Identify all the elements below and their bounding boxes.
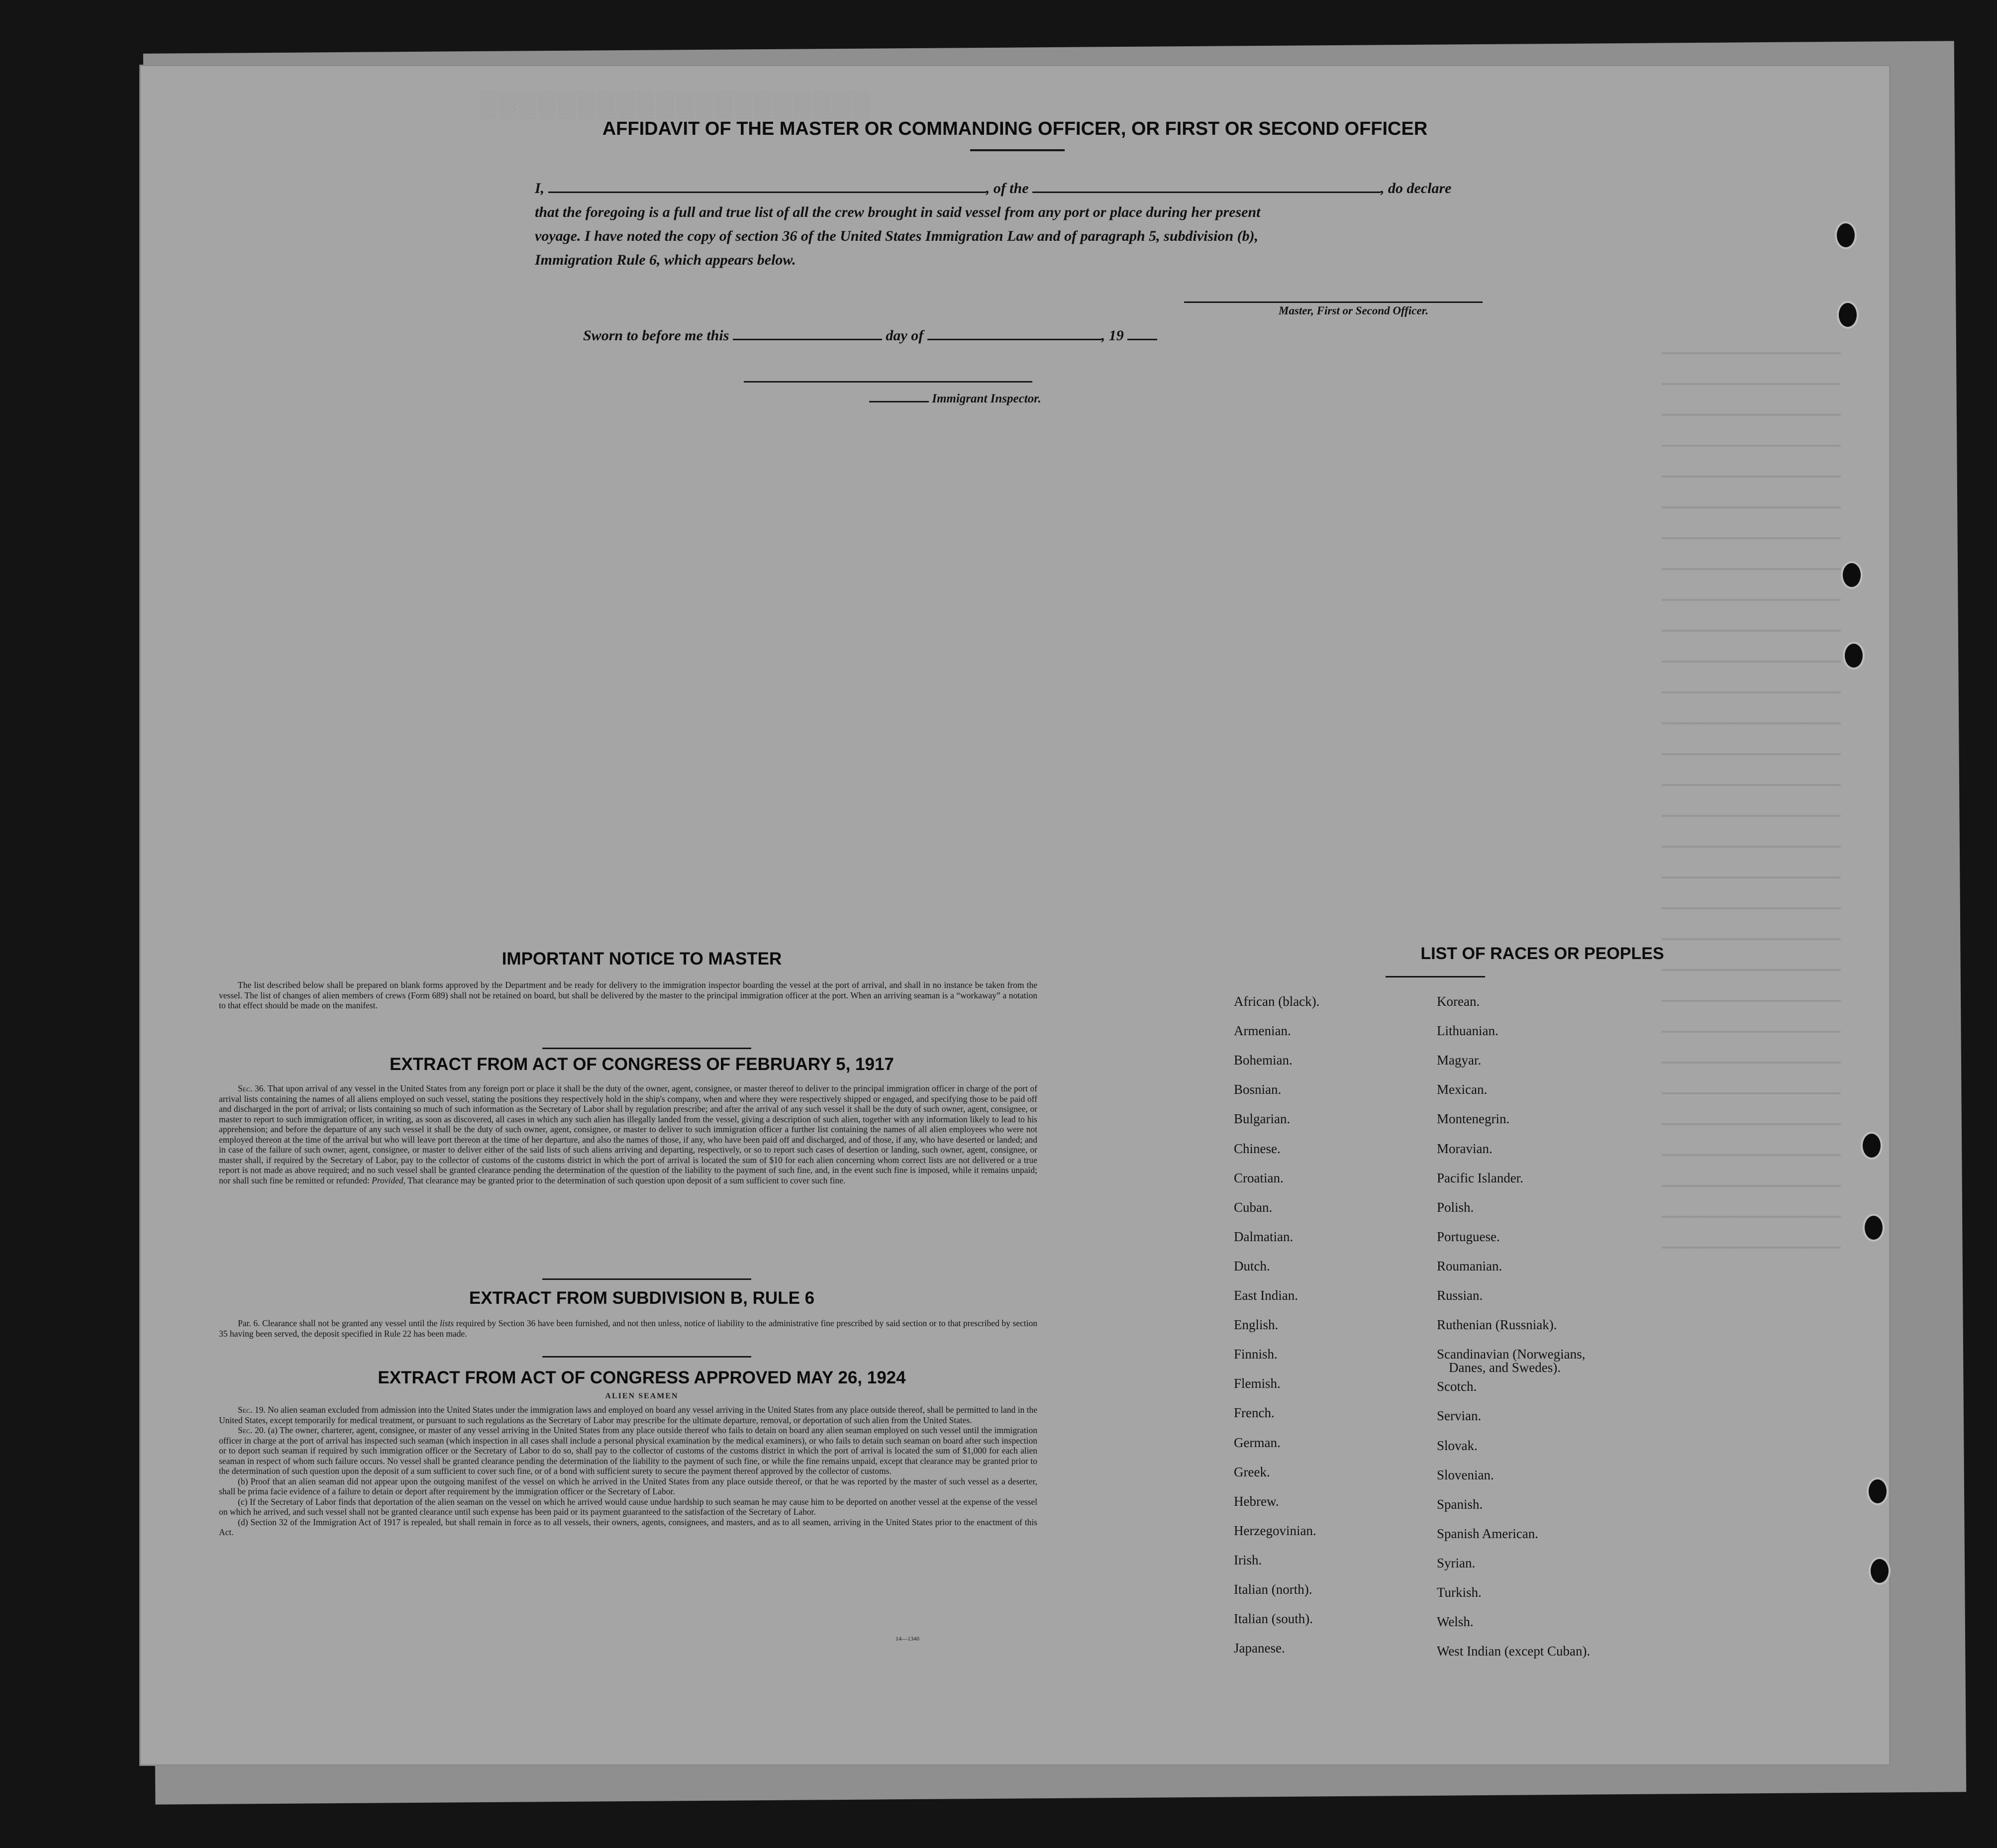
sec-20-label: Sec. 20. bbox=[238, 1425, 266, 1435]
sec-36-label: Sec. 36. bbox=[238, 1083, 266, 1093]
race-item: Spanish. bbox=[1437, 1496, 1483, 1512]
race-item: Bosnian. bbox=[1234, 1082, 1282, 1097]
race-item: Mexican. bbox=[1437, 1082, 1488, 1097]
extract-rule6-title: EXTRACT FROM SUBDIVISION B, RULE 6 bbox=[469, 1288, 815, 1308]
race-item: Italian (south). bbox=[1234, 1611, 1313, 1627]
races-title-underline bbox=[1386, 976, 1485, 977]
race-item: Chinese. bbox=[1234, 1141, 1281, 1156]
binder-hole bbox=[1867, 1477, 1889, 1505]
bleed-through-title: ▒▒▒▒▒▒▒▒▒▒▒▒▒▒▒▒▒▒▒▒ bbox=[478, 90, 870, 118]
race-item: Magyar. bbox=[1437, 1053, 1482, 1068]
race-item: Cuban. bbox=[1234, 1199, 1273, 1215]
affidavit-line-4: Immigration Rule 6, which appears below. bbox=[535, 252, 796, 268]
rule6-body-part1: Par. 6. Clearance shall not be granted any vessel until the bbox=[238, 1318, 438, 1328]
race-item: Croatian. bbox=[1234, 1170, 1284, 1185]
proviso-word: Provided, bbox=[372, 1175, 405, 1185]
race-item: Welsh. bbox=[1437, 1614, 1474, 1630]
notice-title: IMPORTANT NOTICE TO MASTER bbox=[501, 949, 782, 969]
notice-body: The list described below shall be prepared on blank forms approved by the Department and be ready for delivery to the immigration inspector boarding the vessel at the port of arrival, and shall in no instance be taken from the vessel. The list of changes of alien members of crews (Form 689) shall not be retained on board, but shall be delivered by the master to the principal immigration officer at the port. When an arriving seaman is a “workaway” a notation to that effect should be made on the manifest. bbox=[219, 980, 1037, 1010]
race-item: Dalmatian. bbox=[1234, 1229, 1294, 1244]
affidavit-of-the: , of the bbox=[986, 180, 1029, 196]
affidavit-line-1 bbox=[535, 180, 1451, 197]
sec-20-c: (c) If the Secretary of Labor finds that deportation of the alien seaman on the vessel on which he arrived would cause undue hardship to such seaman he may cause him to be deported on another vessel at the expense of the vessel on which he arrived, and such vessel shall not be granted clearance until such expense has been paid or its payment guaranteed to the satisfaction of the Secretary of Labor. bbox=[219, 1496, 1037, 1517]
binder-hole bbox=[1869, 1557, 1891, 1585]
extract-1917-text bbox=[219, 1083, 1037, 1185]
sec-20-d: (d) Section 32 of the Immigration Act of 1917 is repealed, but shall remain in force as to all vessels, their owners, agents, consignees, and masters, and as to all seamen, arriving in the United States prior to the enactment of this Act. bbox=[219, 1517, 1037, 1537]
race-item: Scotch. bbox=[1437, 1379, 1477, 1394]
binder-hole bbox=[1837, 301, 1859, 329]
race-item: Servian. bbox=[1437, 1408, 1482, 1424]
race-item: Slovak. bbox=[1437, 1438, 1478, 1453]
race-item: Montenegrin. bbox=[1437, 1111, 1510, 1127]
race-item: Finnish. bbox=[1234, 1347, 1278, 1362]
extract-1924-text bbox=[219, 1405, 1037, 1538]
extract-1924-title: EXTRACT FROM ACT OF CONGRESS APPROVED MAY 26, 1924 bbox=[378, 1368, 906, 1387]
binder-hole bbox=[1843, 642, 1865, 670]
sworn-month-blank bbox=[927, 338, 1101, 340]
race-item: Ruthenian (Russniak). bbox=[1437, 1317, 1557, 1333]
rule6-body-part2: required by Section 36 have been furnished, and not then unless, notice of liability to the administrative fine prescribed by said section or to that prescribed by section 35 having been served, the deposit specified in Rule 22 has been made. bbox=[219, 1318, 1038, 1339]
race-item: Bulgarian. bbox=[1234, 1111, 1291, 1127]
sworn-line bbox=[583, 327, 1157, 344]
races-title: LIST OF RACES OR PEOPLES bbox=[1420, 944, 1664, 963]
race-item: Greek. bbox=[1234, 1464, 1270, 1479]
extract-1917-title: EXTRACT FROM ACT OF CONGRESS OF FEBRUARY 5, 1917 bbox=[390, 1055, 894, 1074]
master-signature-label: Master, First or Second Officer. bbox=[1279, 304, 1429, 317]
affidavit-line-2: that the foregoing is a full and true list of all the crew brought in said vessel from any port or place during her present bbox=[535, 204, 1261, 220]
sworn-year-blank bbox=[1127, 338, 1157, 340]
binder-hole bbox=[1841, 561, 1863, 589]
sec-36-body: That upon arrival of any vessel in the United States from any foreign port or place it shall be the duty of the owner, agent, consignee, or master thereof to deliver to the principal immigration officer in charge of the port of arrival lists containing the names of all aliens employed on such vessel, stating the positions they respectively hold in the ship's company, when and where they were respectively shipped or engaged, and specifying those to be paid off and discharged in the port of arrival; or lists containing so much of such information as the Secretary of Labor shall by regulation prescribe; and after the arrival of any such vessel it shall be the duty of such owner, agent, consignee, or master to report to such immigration officer, in writing, as soon as discovered, all cases in which any such alien has illegally landed from the vessel, giving a description of such alien, together with any information likely to lead to his apprehension; and before the departure of any such vessel it shall be the duty of such owner, agent, consignee, or master to deliver to such immigration officer a further list containing the names of all alien employees who were not employed thereon at the time of the arrival but who will leave port thereon at the time of her departure, and also the names of those, if any, who have been paid off and discharged, and of those, if any, who have deserted or landed; and in case of the failure of such owner, agent, consignee, or master to deliver either of the said lists of such aliens arriving and departing, respectively, or so to report such cases of desertion or landing, such owner, agent, consignee, or master shall, if required by the Secretary of Labor, pay to the collector of customs of the customs district in which the port of arrival is located the sum of $10 for each alien concerning whom correct lists are not delivered or a true report is not made as above required; and no such vessel shall be granted clearance pending the determination of the question of the liability to the payment of such fine, and, in the event such fine is imposed, while it remains unpaid; nor shall such fine be remitted or refunded: bbox=[219, 1083, 1037, 1185]
inspector-blank bbox=[869, 400, 929, 402]
affidavit-title: AFFIDAVIT OF THE MASTER OR COMMANDING OFFICER, OR FIRST OR SECOND OFFICER bbox=[602, 118, 1428, 139]
race-item: Herzegovinian. bbox=[1234, 1523, 1316, 1538]
affidavit-line-3: voyage. I have noted the copy of section 36 of the United States Immigration Law and of paragraph 5, subdivision (b), bbox=[535, 228, 1259, 244]
race-item: Spanish American. bbox=[1437, 1526, 1538, 1541]
race-item: Polish. bbox=[1437, 1199, 1474, 1215]
race-item: Japanese. bbox=[1234, 1641, 1285, 1656]
document-page bbox=[139, 65, 1891, 1766]
bleed-through-rows bbox=[1662, 323, 1841, 1268]
sec-20-b: (b) Proof that an alien seaman did not appear upon the outgoing manifest of the vessel on which he arrived in the United States from any place outside thereof, or that he was reported by the master of such vessel as a deserter, shall be prima facie evidence of a failure to detain or deport after requirement by the immigration officer or the Secretary of Labor. bbox=[219, 1476, 1037, 1496]
form-number: 14—1340 bbox=[896, 1635, 919, 1642]
sworn-day-of: day of bbox=[886, 327, 924, 344]
extract-1917-divider bbox=[542, 1278, 751, 1280]
alien-seamen-subtitle: ALIEN SEAMEN bbox=[605, 1392, 679, 1400]
race-item: Korean. bbox=[1437, 994, 1480, 1009]
inspector-line bbox=[869, 392, 1041, 406]
binder-hole bbox=[1835, 221, 1857, 249]
extract-rule6-text bbox=[219, 1318, 1037, 1339]
binder-hole bbox=[1861, 1132, 1883, 1160]
race-item: Portuguese. bbox=[1437, 1229, 1500, 1244]
inspector-signature-line bbox=[744, 381, 1032, 383]
race-item: Russian. bbox=[1437, 1288, 1483, 1303]
race-item: Hebrew. bbox=[1234, 1493, 1279, 1509]
notice-divider bbox=[542, 1048, 751, 1049]
race-item: Turkish. bbox=[1437, 1585, 1482, 1600]
extract-rule6-divider bbox=[542, 1356, 751, 1358]
race-item: Armenian. bbox=[1234, 1023, 1291, 1039]
race-item: East Indian. bbox=[1234, 1288, 1298, 1303]
race-item: Irish. bbox=[1234, 1552, 1262, 1567]
race-item: Dutch. bbox=[1234, 1258, 1270, 1273]
race-item: Roumanian. bbox=[1437, 1258, 1502, 1273]
inspector-label: Immigrant Inspector. bbox=[932, 392, 1041, 405]
rule6-lists-word: lists bbox=[440, 1318, 454, 1328]
race-item: French. bbox=[1234, 1405, 1275, 1421]
sec-19-label: Sec. 19. bbox=[238, 1405, 266, 1415]
sworn-year-prefix: , 19 bbox=[1101, 327, 1124, 344]
sec-19-body: No alien seaman excluded from admission into the United States under the immigration laws and employed on board any vessel arriving in the United States from any place outside thereof, shall be permitted to land in the United States, except temporarily for medical treatment, or pursuant to such regulations as the Secretary of Labor may prescribe for the ultimate departure, removal, or deportation of such alien from the United States. bbox=[219, 1405, 1038, 1425]
race-item: Moravian. bbox=[1437, 1141, 1493, 1156]
notice-text bbox=[219, 980, 1037, 1011]
sworn-day-blank bbox=[733, 338, 882, 340]
vessel-blank bbox=[1032, 191, 1381, 193]
race-item: Danes, and Swedes). bbox=[1449, 1360, 1561, 1375]
race-item: Slovenian. bbox=[1437, 1467, 1494, 1482]
master-signature-line bbox=[1184, 301, 1483, 303]
race-item: Scandinavian (Norwegians, bbox=[1437, 1347, 1586, 1362]
race-item: German. bbox=[1234, 1435, 1281, 1450]
affidavit-declare: , do declare bbox=[1381, 180, 1452, 196]
race-item: Italian (north). bbox=[1234, 1582, 1312, 1597]
binder-hole bbox=[1863, 1214, 1885, 1242]
name-blank bbox=[548, 191, 986, 193]
affidavit-i: I, bbox=[535, 180, 545, 196]
race-item: Pacific Islander. bbox=[1437, 1170, 1523, 1185]
race-item: Flemish. bbox=[1234, 1376, 1281, 1391]
race-item: English. bbox=[1234, 1317, 1279, 1333]
race-item: Lithuanian. bbox=[1437, 1023, 1498, 1039]
sworn-text: Sworn to before me this bbox=[583, 327, 729, 344]
proviso-text: That clearance may be granted prior to the determination of such question upon deposit of a sum sufficient to cover such fine. bbox=[407, 1175, 846, 1185]
sec-20-a: (a) The owner, charterer, agent, consignee, or master of any vessel arriving in the United States from any place outside thereof who fails to detain on board any alien seaman employed on such vessel until the immigration officer in charge at the port of arrival has inspected such seaman (which inspection in all cases shall include a personal physical examination by the medical examiners), or who fails to detain such seaman on board after such inspection or to deport such seaman if required by such immigration officer or the Secretary of Labor to do so, shall pay to the collector of customs of the customs district in which the port of arrival is located the sum of $1,000 for each alien seaman in respect of whom such failure occurs. No vessel shall be granted clearance pending the determination of the liability to the payment of such fine, or while the fine remains unpaid, except that clearance may be granted prior to the determination of such question upon the deposit of a sum sufficient to cover such fine, or of a bond with sufficient surety to secure the payment thereof approved by the collector of customs. bbox=[219, 1425, 1037, 1476]
race-item: African (black). bbox=[1234, 994, 1320, 1009]
race-item: Bohemian. bbox=[1234, 1053, 1293, 1068]
race-item: West Indian (except Cuban). bbox=[1437, 1644, 1591, 1659]
race-item: Syrian. bbox=[1437, 1555, 1476, 1570]
title-underline bbox=[970, 149, 1065, 151]
